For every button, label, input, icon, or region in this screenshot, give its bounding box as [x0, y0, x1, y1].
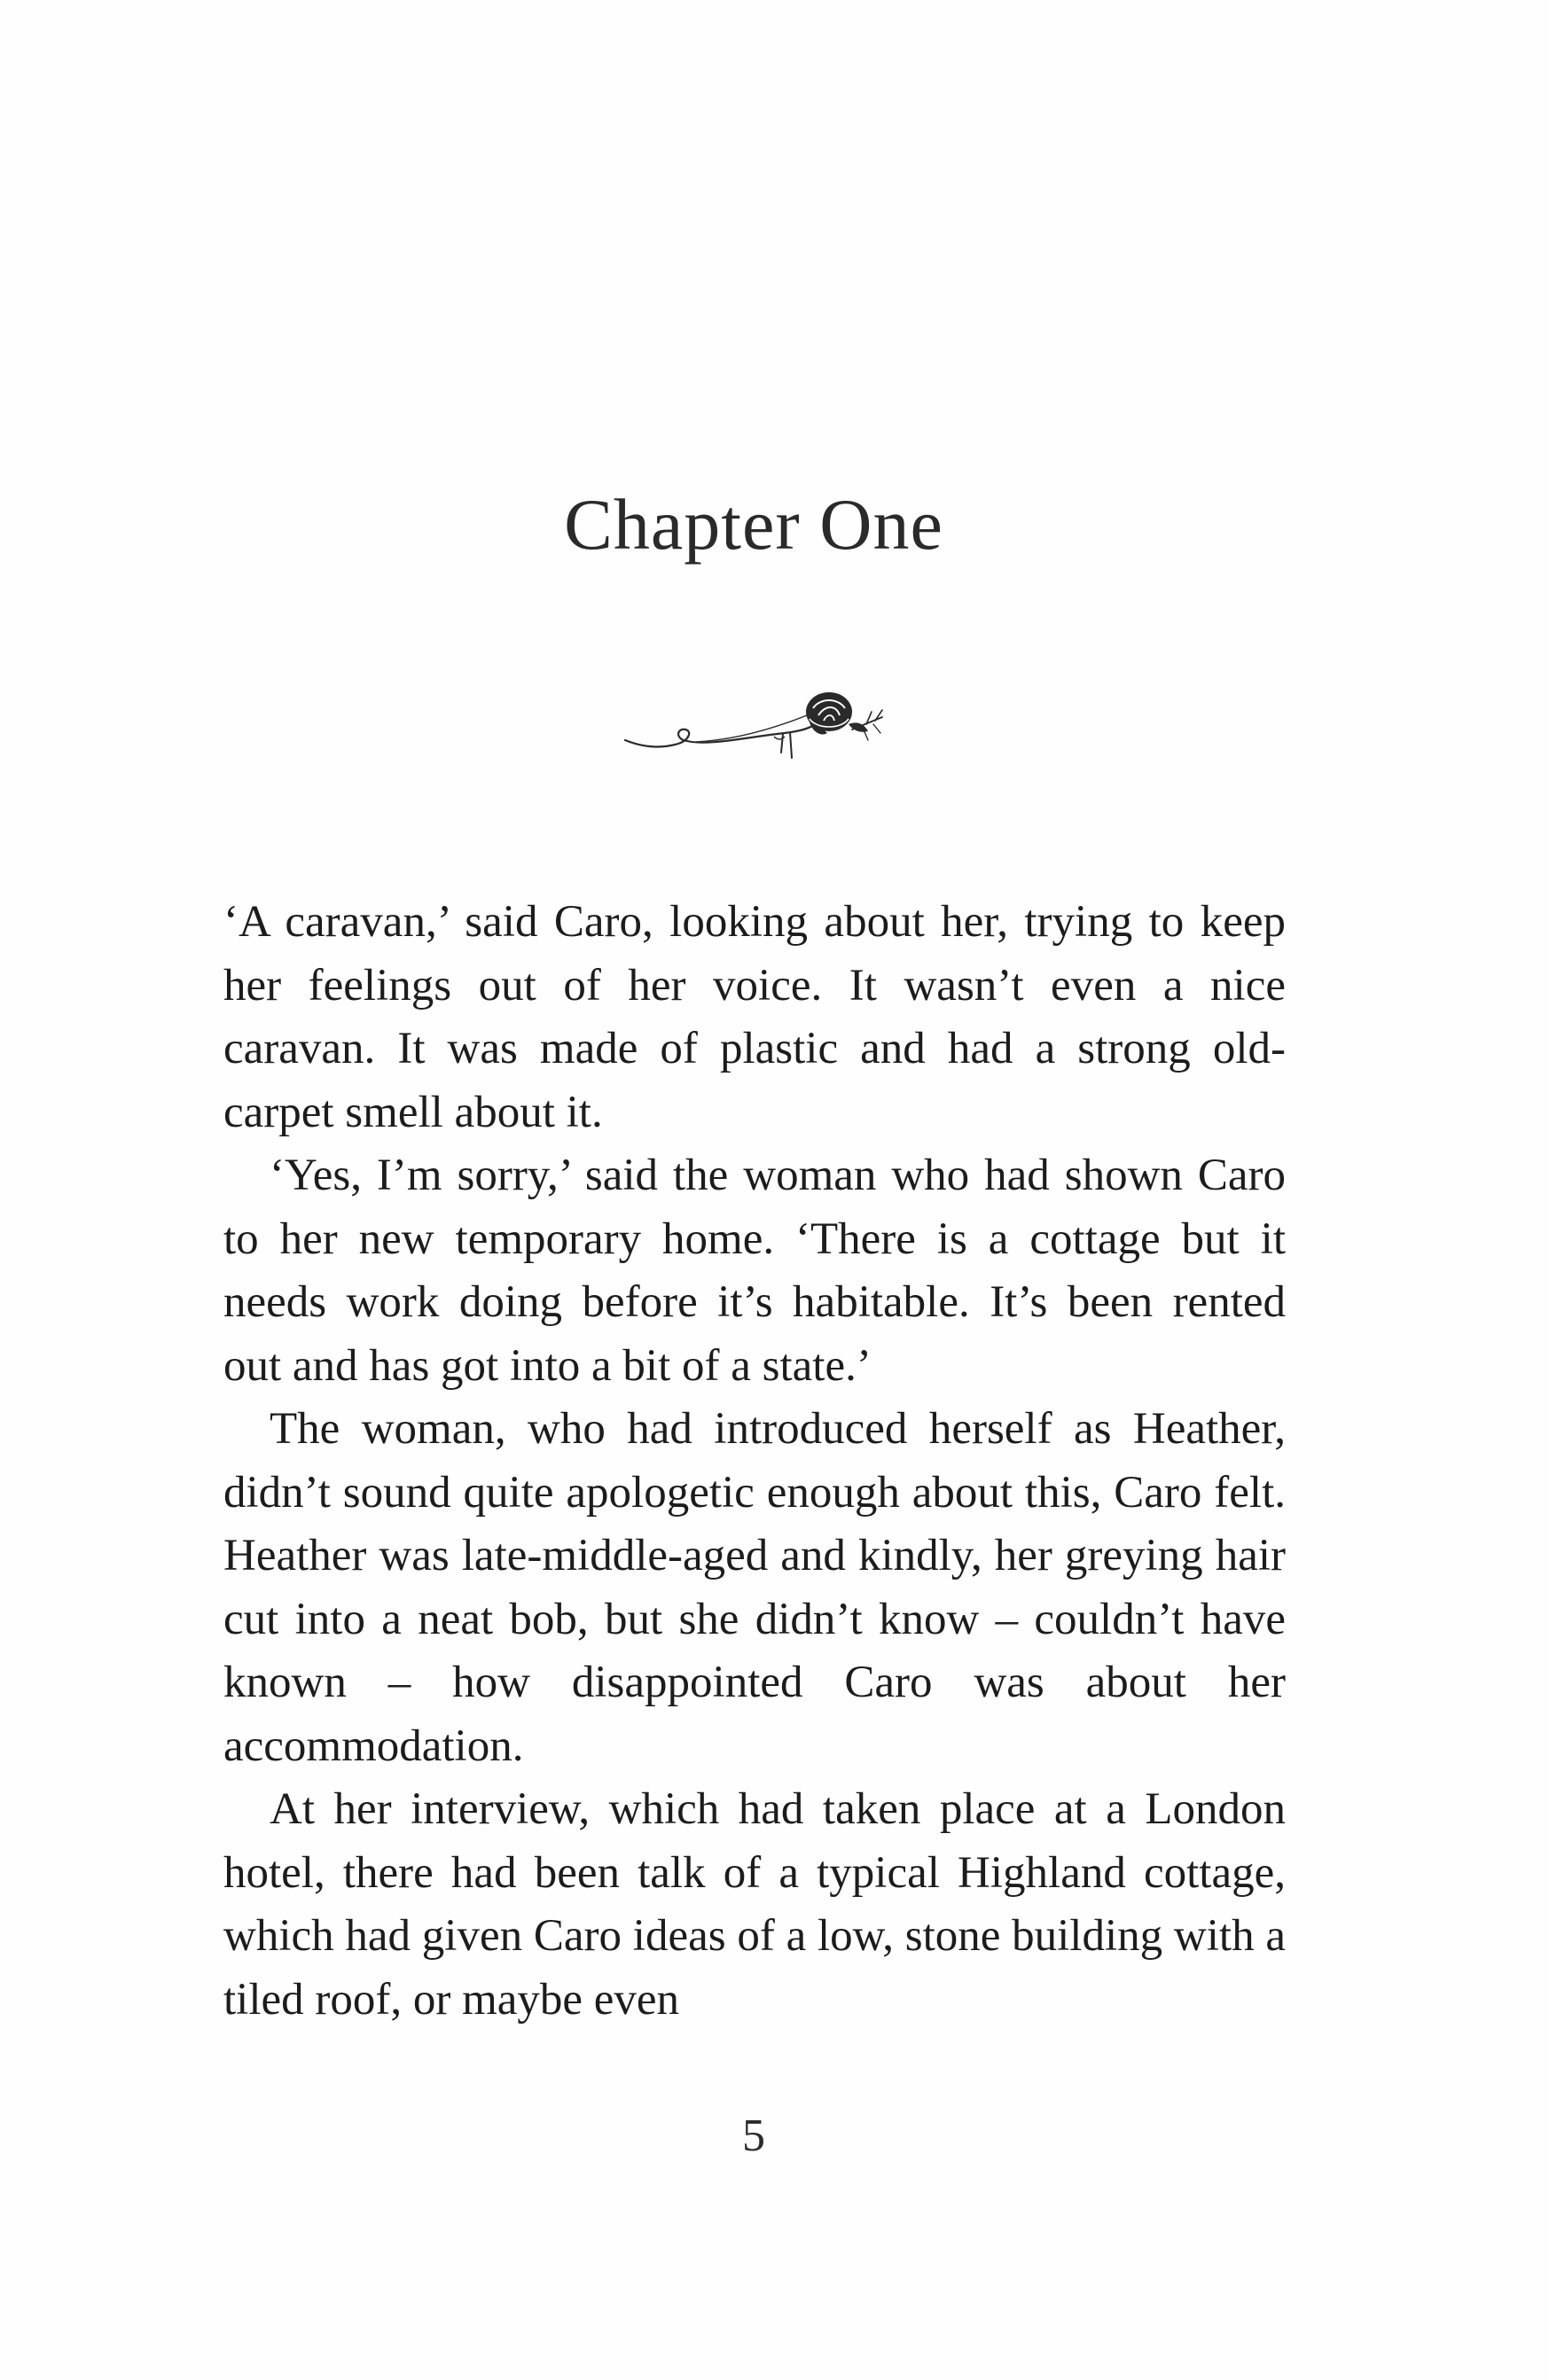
rose-flourish-icon — [616, 678, 900, 776]
chapter-title: Chapter One — [564, 484, 943, 565]
chapter-body — [223, 891, 1286, 2032]
paragraph-2: ‘Yes, I’m sorry,’ said the woman who had shown Caro to her new temporary home. ‘There is a cottage but it needs work doing before it’s habitable. It’s been rented out and has got into a bit of a state.’ — [223, 1151, 1286, 1391]
paragraph-3: The woman, who had introduced herself as Heather, didn’t sound quite apologetic enough about this, Caro felt. Heather was late-middle-aged and kindly, her greying hair cut into a neat bob, but she didn’t know – couldn’t have known – how disappointed Caro was about her accommodation. — [223, 1404, 1286, 1771]
page-number: 5 — [742, 2111, 765, 2161]
paragraph-1: ‘A caravan,’ said Caro, looking about her, trying to keep her feelings out of her voice. It wasn’t even a nice caravan. It was made of plastic and had a strong old-carpet smell about it. — [223, 897, 1286, 1137]
paragraph-4: At her interview, which had taken place at a London hotel, there had been talk of a typical Highland cottage, which had given Caro ideas of a low, stone building with a tiled roof, or maybe even — [223, 1784, 1286, 2025]
